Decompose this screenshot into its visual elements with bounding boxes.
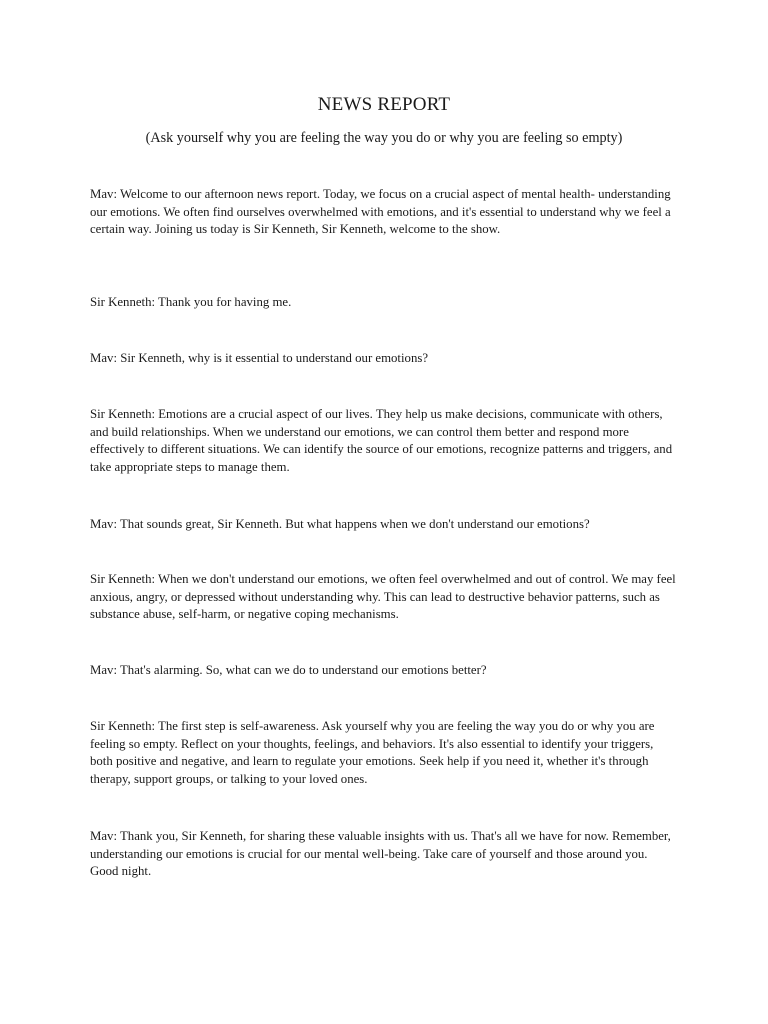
paragraph-mav-question-3: Mav: That's alarming. So, what can we do to understand our emotions better? [90,663,487,677]
paragraph-mav-question-1: Mav: Sir Kenneth, why is it essential to understand our emotions? [90,351,428,365]
page-subtitle: (Ask yourself why you are feeling the way you do or why you are feeling so empty) [145,130,623,146]
paragraph-mav-intro: Mav: Welcome to our afternoon news report. Today, we focus on a crucial aspect of mental health- understanding our emotions. We often find ourselves overwhelmed with emotions, and it's essential to understand why we feel a certain way. Joining us today is Sir Kenneth, Sir Kenneth, welcome to the show. [90,187,671,237]
paragraph-kenneth-thanks: Sir Kenneth: Thank you for having me. [90,295,292,309]
paragraph-kenneth-answer-1: Sir Kenneth: Emotions are a crucial aspect of our lives. They help us make decisions, communicate with others, and build relationships. When we understand our emotions, we can control them better and respond more effectively to different situations. We can identify the source of our emotions, recognize patterns and triggers, and take appropriate steps to manage them. [90,407,673,474]
paragraph-kenneth-answer-2: Sir Kenneth: When we don't understand our emotions, we often feel overwhelmed and out of control. We may feel anxious, angry, or depressed without understanding why. This can lead to destructive behavior patterns, such as substance abuse, self-harm, or negative coping mechanisms. [90,572,676,622]
paragraph-mav-question-2: Mav: That sounds great, Sir Kenneth. But what happens when we don't understand our emotions? [90,517,590,531]
paragraph-mav-closing: Mav: Thank you, Sir Kenneth, for sharing these valuable insights with us. That's all we have for now. Remember, understanding our emotions is crucial for our mental well-being. Take care of yourself and those around you. Good night. [90,829,671,879]
paragraph-kenneth-answer-3: Sir Kenneth: The first step is self-awareness. Ask yourself why you are feeling the way you do or why you are feeling so empty. Reflect on your thoughts, feelings, and behaviors. It's also essential to identify your triggers, both positive and negative, and learn to regulate your emotions. Seek help if you need it, whether it's through therapy, support groups, or talking to your loved ones. [90,719,655,786]
page-title: NEWS REPORT [317,94,451,115]
